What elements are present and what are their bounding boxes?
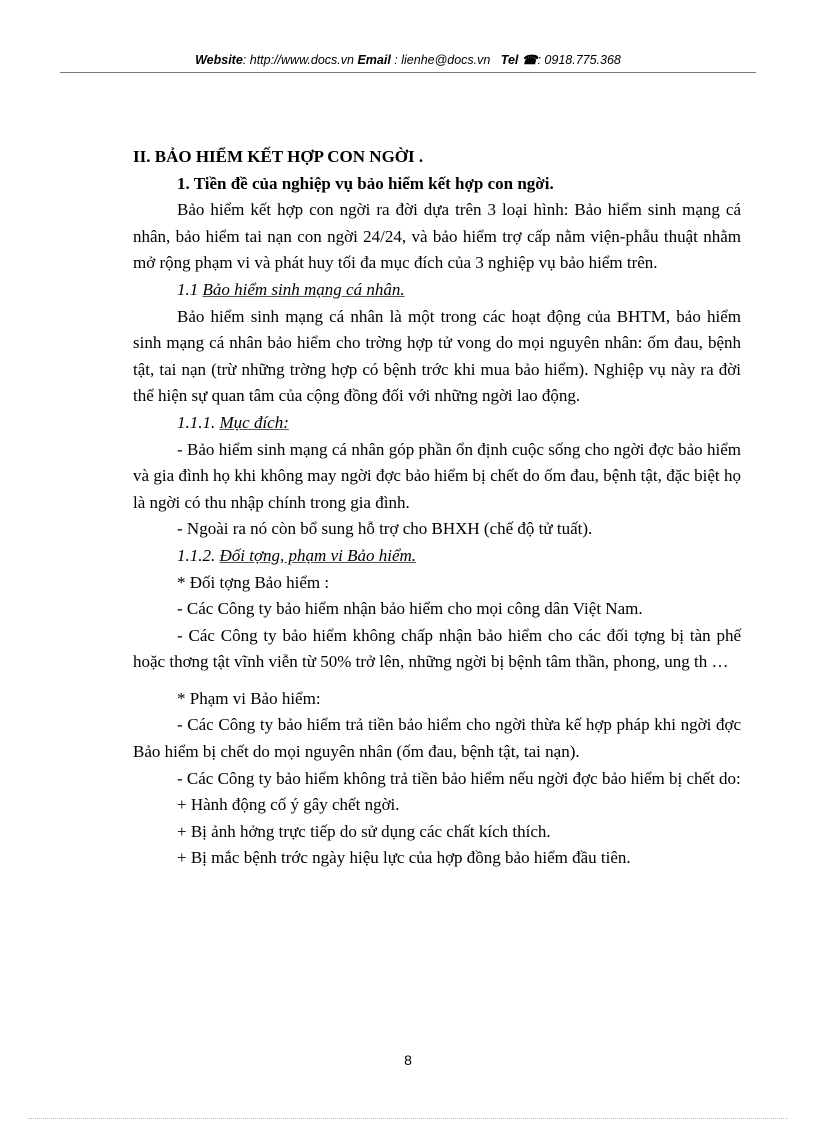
- footer-rule: [28, 1118, 788, 1119]
- heading-1-1-2: [177, 543, 741, 570]
- page-body: [133, 144, 741, 872]
- paragraph: * Đối tợng Bảo hiểm :: [177, 572, 330, 592]
- page-header: [0, 52, 816, 67]
- phone-icon: ☎: [521, 53, 538, 67]
- email-label: Email: [357, 53, 391, 67]
- paragraph: - Ngoài ra nó còn bổ sung hỗ trợ cho BHXH (chế độ tử tuất).: [177, 519, 593, 539]
- section-title: II. BẢO HIỂM KẾT HỢP CON NGỜI .: [133, 147, 424, 166]
- paragraph: + Bị mắc bệnh trớc ngày hiệu lực của hợp đồng bảo hiểm đầu tiên.: [177, 848, 631, 868]
- paragraph: - Bảo hiểm sinh mạng cá nhân góp phần ổn định cuộc sống cho ngời đợc bảo hiểm và gia đình họ khi không may ngời đợc bảo hiểm bị chết do ốm đau, bệnh tật, đặc biệt họ là ngời có thu nhập chính trong gia đình.: [133, 439, 741, 512]
- tel-label: Tel: [500, 53, 519, 67]
- heading-1-1-1: [177, 410, 741, 437]
- email-value: : lienhe@docs.vn: [390, 53, 491, 67]
- subsection-title: 1. Tiền đề của nghiệp vụ bảo hiểm kết hợp con ngời.: [177, 173, 554, 193]
- page-number: 8: [404, 1052, 412, 1068]
- heading-text: Đối tợng, phạm vi Bảo hiểm.: [219, 545, 417, 565]
- paragraph: - Các Công ty bảo hiểm không chấp nhận bảo hiểm cho các đối tợng bị tàn phế hoặc thơng tật vĩnh viễn từ 50% trở lên, những ngời bị bệnh tâm thần, phong, ung th …: [133, 625, 741, 672]
- tel-value: : 0918.775.368: [537, 53, 621, 67]
- paragraph: Bảo hiểm kết hợp con ngời ra đời dựa trên 3 loại hình: Bảo hiểm sinh mạng cá nhân, bảo hiểm tai nạn con ngời 24/24, và bảo hiểm trợ cấp nằm viện-phẫu thuật nhằm mở rộng phạm vi và phát huy tối đa mục đích của 3 nghiệp vụ bảo hiểm trên.: [133, 200, 741, 273]
- paragraph: Bảo hiểm sinh mạng cá nhân là một trong các hoạt động của BHTM, bảo hiểm sinh mạng cá nhân bảo hiểm cho trờng hợp tử vong do mọi nguyên nhân: ốm đau, bệnh tật, tai nạn (trừ những trờng hợp có bệnh trớc khi mua bảo hiểm). Nghiệp vụ này ra đời thể hiện sự quan tâm của cộng đồng đối với những ngời lao động.: [133, 306, 741, 406]
- header-rule: [60, 72, 756, 73]
- heading-text: Mục đích:: [219, 412, 289, 432]
- heading-1-1: [177, 277, 741, 304]
- paragraph: * Phạm vi Bảo hiểm:: [177, 688, 321, 708]
- website-value: : http://www.docs.vn: [242, 53, 354, 67]
- spacer: [133, 676, 741, 686]
- paragraph: - Các Công ty bảo hiểm nhận bảo hiểm cho mọi công dân Việt Nam.: [177, 599, 643, 619]
- paragraph: - Các Công ty bảo hiểm trả tiền bảo hiểm cho ngời thừa kế hợp pháp khi ngời đợc Bảo hiểm bị chết do mọi nguyên nhân (ốm đau, bệnh tật, tai nạn).: [133, 715, 741, 762]
- website-label: Website: [195, 53, 243, 67]
- heading-number: 1.1.1.: [177, 412, 220, 432]
- paragraph: + Hành động cố ý gây chết ngời.: [177, 795, 400, 815]
- paragraph: + Bị ảnh hởng trực tiếp do sử dụng các chất kích thích.: [177, 821, 551, 841]
- paragraph: - Các Công ty bảo hiểm không trả tiền bảo hiểm nếu ngời đợc bảo hiểm bị chết do:: [177, 768, 741, 788]
- heading-text: Bảo hiểm sinh mạng cá nhân.: [202, 279, 405, 299]
- heading-number: 1.1: [177, 279, 203, 299]
- heading-number: 1.1.2.: [177, 545, 220, 565]
